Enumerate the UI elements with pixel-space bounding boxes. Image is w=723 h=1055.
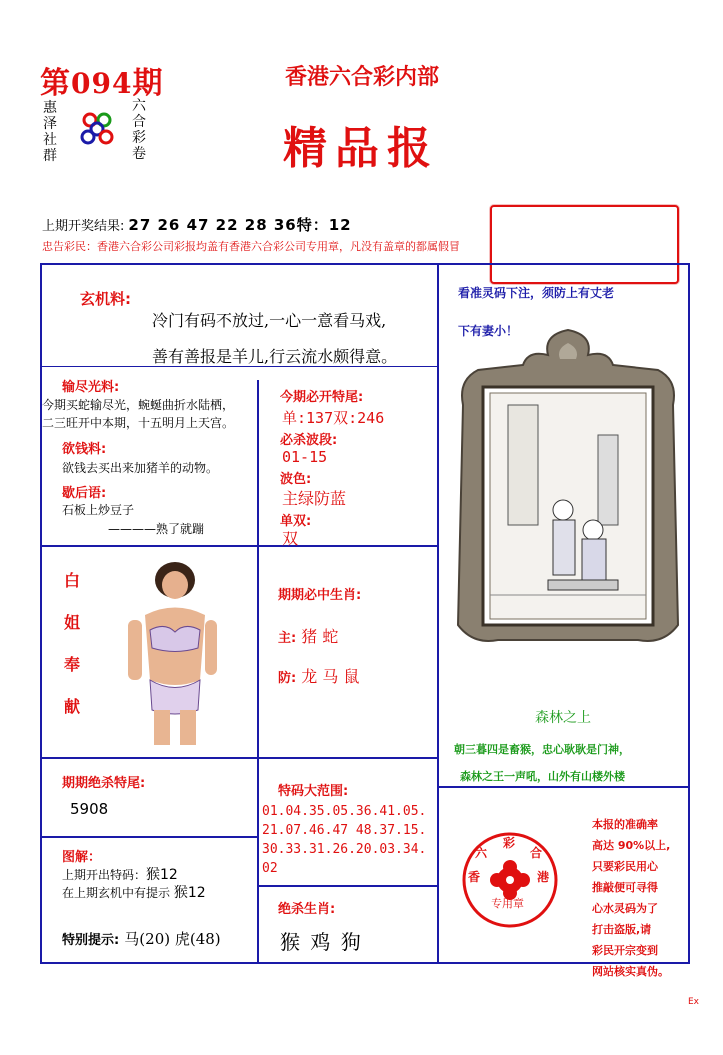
lottery-char: 六 — [132, 98, 146, 114]
special-tip — [62, 928, 221, 949]
last-result-label: 上期开奖结果: — [42, 219, 125, 234]
baijie-char: 姐 — [64, 613, 81, 632]
tujie-line2 — [62, 882, 206, 902]
stamp-mid-left: 香 — [468, 870, 481, 884]
special-range-label: 特码大范围: — [278, 784, 349, 799]
kill-tail-value: 5908 — [70, 800, 109, 818]
divider — [257, 885, 438, 887]
kill-wave-value: 01-15 — [282, 448, 328, 466]
frame-left-line — [40, 263, 42, 963]
divider — [40, 545, 438, 547]
lottery-label — [130, 98, 148, 162]
page-title: 精品报 — [283, 123, 439, 174]
shujin-line2: 二三旺开中本期，十五明月上天宫。 — [42, 416, 235, 430]
range-row: 02 — [262, 861, 278, 876]
issue-prefix: 第 — [40, 66, 71, 101]
lottery-char: 合 — [132, 114, 146, 130]
xiehouyu-answer: ————熟了就蹦 — [108, 522, 205, 536]
kill-zodiac-value: 猴 鸡 狗 — [280, 930, 363, 954]
wave-color-value: 主绿防蓝 — [282, 489, 347, 508]
frame-center-line — [437, 263, 439, 963]
divider — [437, 786, 689, 788]
frame-inner-line — [257, 380, 259, 962]
special-tip-label: 特别提示: — [62, 933, 120, 948]
baijie-char: 献 — [64, 697, 81, 716]
corner-mark: Ex — [688, 997, 700, 1007]
divider — [40, 757, 438, 759]
ornate-mirror-picture — [448, 325, 688, 650]
main-value: 猪 蛇 — [301, 627, 339, 646]
main-label: 主: — [278, 631, 297, 646]
yuqian-label: 欲钱料: — [62, 442, 107, 457]
special-tail-label: 今期必开特尾: — [280, 390, 364, 405]
tujie-label: 图解： — [62, 850, 102, 865]
accuracy-line: 打击盗版,请 — [592, 923, 652, 936]
warning-text: 忠告彩民：香港六合彩公司彩报均盖有香港六合彩公司专用章，凡没有盖章的都属假冒 — [42, 240, 460, 253]
guard-label: 防: — [278, 671, 297, 686]
right-hint1: 看准灵码下注，须防上有丈老 — [458, 286, 615, 300]
accuracy-note — [592, 814, 670, 982]
right-poem1: 朝三暮四是畜猴，忠心耿耿是门神， — [454, 743, 630, 756]
accuracy-line: 彩民开宗变到 — [592, 944, 658, 957]
stamp-top: 彩 — [503, 836, 516, 850]
shujin-label: 输尽光料: — [62, 380, 120, 395]
shujin-line1: 今期买蛇输尽光，蜿蜒曲折水陆栖， — [42, 398, 235, 412]
xuanji-label: 玄机料: — [80, 290, 131, 308]
kill-wave-label: 必杀波段: — [280, 433, 338, 448]
special-range-numbers — [262, 802, 436, 878]
tujie-line1-label: 上期开出特码： — [62, 868, 147, 882]
accuracy-line: 推敲便可寻得 — [592, 881, 658, 894]
frame-top-line — [40, 263, 690, 265]
issue-suffix: 期 — [132, 66, 164, 101]
baijie-char: 白 — [64, 571, 81, 590]
accuracy-line: 心水灵码为了 — [592, 902, 658, 915]
stamp-left: 六 — [475, 846, 488, 860]
odd-even-value: 双 — [282, 529, 299, 548]
must-zodiac-guard — [278, 664, 359, 687]
stamp-placeholder-box — [490, 205, 679, 284]
xuanji-line1: 冷门有码不放过,一心一意看马戏, — [152, 311, 387, 330]
last-result — [42, 214, 352, 235]
lottery-char: 彩 — [132, 130, 146, 146]
tujie-line1 — [62, 864, 178, 884]
xiehouyu-label: 歇后语: — [62, 486, 107, 501]
kill-zodiac-label: 绝杀生肖: — [278, 902, 336, 917]
xiehouyu-text: 石板上炒豆子 — [62, 503, 135, 517]
tujie-line2-value: 猴12 — [173, 885, 206, 901]
model-photo — [120, 560, 220, 745]
baijie-char: 奉 — [64, 655, 81, 674]
community-char: 惠 — [43, 100, 57, 116]
divider — [40, 836, 258, 838]
frame-right-line — [688, 263, 690, 963]
special-tail-value: 单:137双:246 — [282, 409, 385, 427]
range-row: 30.33.31.26.20.03.34. — [262, 842, 427, 857]
odd-even-label: 单双: — [280, 514, 312, 529]
accuracy-line: 本报的准确率 — [592, 818, 658, 831]
picture-caption: 森林之上 — [535, 710, 591, 726]
community-label — [41, 100, 59, 164]
community-char: 群 — [43, 148, 57, 164]
special-tip-value: 马(20) 虎(48) — [124, 930, 221, 948]
tujie-line2-label: 在上期玄机中有提示 — [62, 886, 171, 900]
stamp-right: 合 — [530, 846, 543, 860]
range-row: 01.04.35.05.36.41.05. — [262, 804, 427, 819]
right-hint2: 下有妻小！ — [458, 324, 519, 338]
tujie-line1-value: 猴12 — [146, 867, 178, 883]
issue-number — [40, 58, 163, 102]
publication-title: 香港六合彩内部 — [285, 64, 440, 90]
community-char: 泽 — [43, 116, 57, 132]
must-zodiac-main — [278, 624, 338, 647]
mark-six-logo-icon — [78, 110, 116, 148]
xuanji-line2: 善有善报是羊儿,行云流水颇得意。 — [152, 347, 398, 366]
guard-value: 龙 马 鼠 — [301, 667, 360, 686]
wave-color-label: 波色: — [280, 472, 312, 487]
right-poem2: 森林之王一声吼，山外有山楼外楼 — [460, 770, 625, 783]
must-zodiac-label: 期期必中生肖: — [278, 588, 362, 603]
last-result-numbers: 27 26 47 22 28 36特：12 — [128, 216, 352, 234]
accuracy-line: 只要彩民用心 — [592, 860, 658, 873]
accuracy-line: 高达 90%以上, — [592, 839, 671, 852]
stamp-mid-right: 港 — [537, 870, 550, 884]
kill-tail-label: 期期绝杀特尾: — [62, 776, 146, 791]
issue-number-value: 094 — [71, 67, 133, 100]
yuqian-text: 欲钱去买出来加猪羊的动物。 — [62, 461, 219, 475]
stamp-bottom: 专用章 — [491, 897, 524, 910]
lottery-char: 卷 — [132, 146, 146, 162]
community-char: 社 — [43, 132, 57, 148]
range-row: 21.07.46.47 48.37.15. — [262, 823, 427, 838]
accuracy-line: 网站核实真伪。 — [592, 965, 669, 978]
baijie-vertical — [64, 560, 80, 728]
